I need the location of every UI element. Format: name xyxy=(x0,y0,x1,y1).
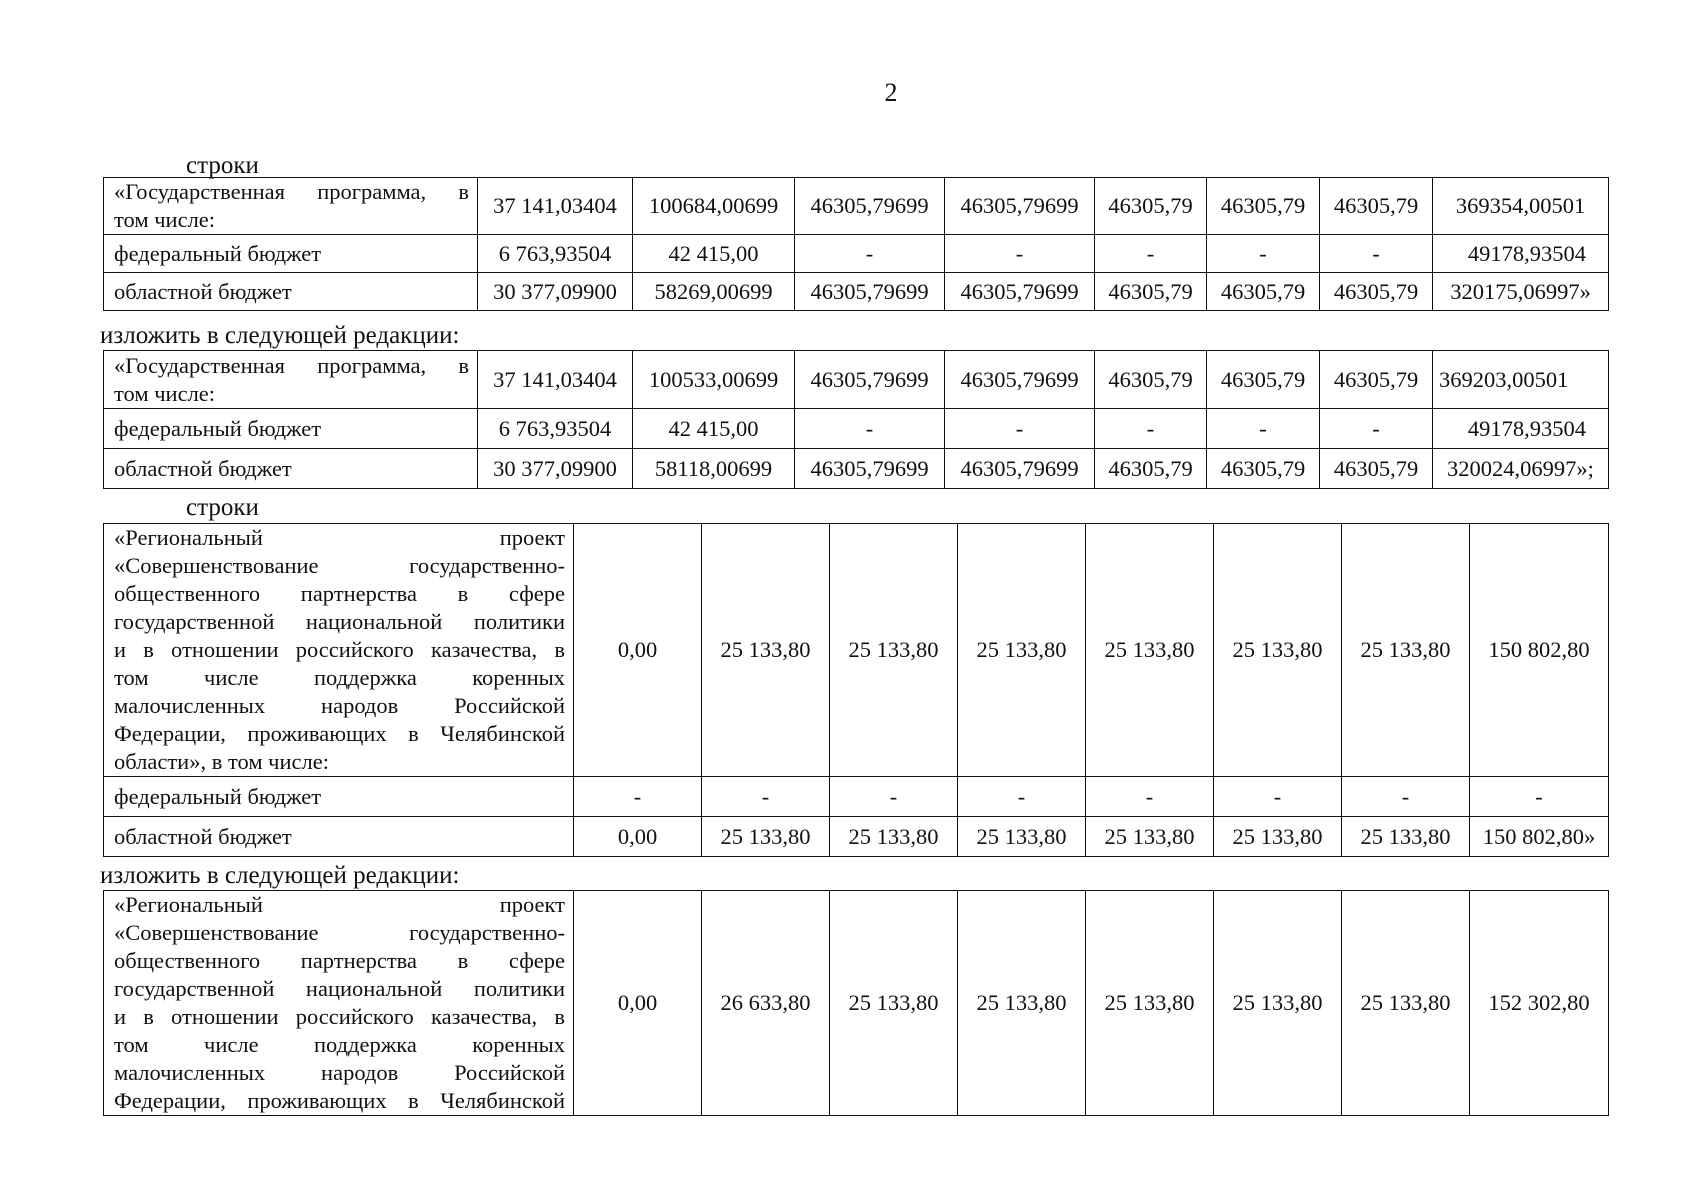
value-cell: 30 377,09900 xyxy=(478,449,633,489)
funding-table-old-program xyxy=(103,177,1609,311)
value-cell: - xyxy=(574,777,702,817)
value-cell: - xyxy=(945,235,1095,273)
table-row xyxy=(104,891,1609,1116)
value-cell: 0,00 xyxy=(574,817,702,857)
value-cell: 46305,79699 xyxy=(795,449,945,489)
value-cell: 37 141,03404 xyxy=(478,351,633,409)
value-cell: - xyxy=(1342,777,1470,817)
table-row xyxy=(104,817,1609,857)
row-description: областной бюджет xyxy=(104,817,574,857)
section-label: изложить в следующей редакции: xyxy=(100,322,460,349)
value-cell: - xyxy=(702,777,830,817)
value-cell: 46305,79 xyxy=(1095,449,1207,489)
value-cell: 25 133,80 xyxy=(1342,891,1470,1116)
table-row xyxy=(104,524,1609,777)
value-cell: 46305,79699 xyxy=(795,178,945,235)
value-cell: - xyxy=(1207,409,1320,449)
value-cell: - xyxy=(795,235,945,273)
value-cell: 320175,06997» xyxy=(1433,273,1609,311)
value-cell: 320024,06997»; xyxy=(1433,449,1609,489)
value-cell: 46305,79699 xyxy=(945,178,1095,235)
value-cell: 25 133,80 xyxy=(1342,817,1470,857)
value-cell: 46305,79 xyxy=(1207,273,1320,311)
value-cell: 46305,79699 xyxy=(945,449,1095,489)
value-cell: - xyxy=(795,409,945,449)
value-cell: - xyxy=(1095,235,1207,273)
value-cell: 25 133,80 xyxy=(1214,891,1342,1116)
value-cell: - xyxy=(1207,235,1320,273)
value-cell: 0,00 xyxy=(574,891,702,1116)
value-cell: 58118,00699 xyxy=(633,449,795,489)
section-label: строки xyxy=(186,494,259,521)
value-cell: 46305,79 xyxy=(1207,449,1320,489)
value-cell: 6 763,93504 xyxy=(478,409,633,449)
table-row xyxy=(104,409,1609,449)
row-description: «Региональный проект «Совершенствование государственно- общественного партнерства в сфере государственной национальной политики и в отношении российского казачества, в том числе поддержка коренных малочисленных народов Российской Федерации, проживающих в Челябинской xyxy=(104,891,574,1116)
value-cell: 46305,79 xyxy=(1095,351,1207,409)
value-cell: 25 133,80 xyxy=(1086,817,1214,857)
value-cell: 25 133,80 xyxy=(958,891,1086,1116)
value-cell: 369203,00501 xyxy=(1433,351,1609,409)
value-cell: 152 302,80 xyxy=(1470,891,1609,1116)
section-label: изложить в следующей редакции: xyxy=(100,862,460,889)
value-cell: - xyxy=(1086,777,1214,817)
funding-table-new-program xyxy=(103,350,1609,489)
value-cell: 42 415,00 xyxy=(633,235,795,273)
table-row xyxy=(104,273,1609,311)
value-cell: 25 133,80 xyxy=(830,817,958,857)
row-description: областной бюджет xyxy=(104,449,478,489)
value-cell: 150 802,80 xyxy=(1470,524,1609,777)
value-cell: - xyxy=(1320,409,1433,449)
value-cell: 369354,00501 xyxy=(1433,178,1609,235)
value-cell: 46305,79 xyxy=(1320,178,1433,235)
value-cell: - xyxy=(945,409,1095,449)
row-description: «Государственная программа, в том числе: xyxy=(104,351,478,409)
value-cell: - xyxy=(1320,235,1433,273)
value-cell: 25 133,80 xyxy=(958,524,1086,777)
value-cell: 46305,79 xyxy=(1095,178,1207,235)
value-cell: 46305,79699 xyxy=(945,273,1095,311)
value-cell: 46305,79699 xyxy=(945,351,1095,409)
value-cell: 58269,00699 xyxy=(633,273,795,311)
value-cell: 25 133,80 xyxy=(958,817,1086,857)
funding-table-new-regional-project xyxy=(103,890,1609,1116)
value-cell: 150 802,80» xyxy=(1470,817,1609,857)
value-cell: 100684,00699 xyxy=(633,178,795,235)
row-description: федеральный бюджет xyxy=(104,777,574,817)
value-cell: 46305,79699 xyxy=(795,273,945,311)
page-number: 2 xyxy=(884,78,898,107)
table-row xyxy=(104,235,1609,273)
row-description: федеральный бюджет xyxy=(104,409,478,449)
value-cell: 49178,93504 xyxy=(1433,235,1609,273)
funding-table-old-regional-project xyxy=(103,523,1609,857)
value-cell: 46305,79699 xyxy=(795,351,945,409)
value-cell: 26 633,80 xyxy=(702,891,830,1116)
row-description: «Государственная программа, в том числе: xyxy=(104,178,478,235)
value-cell: 25 133,80 xyxy=(1086,891,1214,1116)
value-cell: 25 133,80 xyxy=(702,817,830,857)
value-cell: - xyxy=(1095,409,1207,449)
value-cell: 49178,93504 xyxy=(1433,409,1609,449)
value-cell: 46305,79 xyxy=(1207,351,1320,409)
value-cell: 25 133,80 xyxy=(1214,817,1342,857)
value-cell: 46305,79 xyxy=(1207,178,1320,235)
value-cell: 46305,79 xyxy=(1320,449,1433,489)
value-cell: 0,00 xyxy=(574,524,702,777)
value-cell: 25 133,80 xyxy=(1214,524,1342,777)
value-cell: - xyxy=(958,777,1086,817)
value-cell: - xyxy=(1470,777,1609,817)
value-cell: 25 133,80 xyxy=(830,524,958,777)
row-description: федеральный бюджет xyxy=(104,235,478,273)
row-description: «Региональный проект «Совершенствование государственно- общественного партнерства в сфере государственной национальной политики и в отношении российского казачества, в том числе поддержка коренных малочисленных народов Российской Федерации, проживающих в Челябинской области», в том числе: xyxy=(104,524,574,777)
value-cell: 46305,79 xyxy=(1320,351,1433,409)
value-cell: 25 133,80 xyxy=(830,891,958,1116)
value-cell: 25 133,80 xyxy=(702,524,830,777)
section-label: строки xyxy=(186,152,259,179)
table-row xyxy=(104,449,1609,489)
value-cell: - xyxy=(1214,777,1342,817)
value-cell: 46305,79 xyxy=(1095,273,1207,311)
value-cell: 46305,79 xyxy=(1320,273,1433,311)
value-cell: 25 133,80 xyxy=(1086,524,1214,777)
value-cell: 37 141,03404 xyxy=(478,178,633,235)
value-cell: 6 763,93504 xyxy=(478,235,633,273)
value-cell: 30 377,09900 xyxy=(478,273,633,311)
value-cell: 25 133,80 xyxy=(1342,524,1470,777)
row-description: областной бюджет xyxy=(104,273,478,311)
table-row xyxy=(104,777,1609,817)
value-cell: 100533,00699 xyxy=(633,351,795,409)
table-row xyxy=(104,178,1609,235)
table-row xyxy=(104,351,1609,409)
value-cell: - xyxy=(830,777,958,817)
value-cell: 42 415,00 xyxy=(633,409,795,449)
